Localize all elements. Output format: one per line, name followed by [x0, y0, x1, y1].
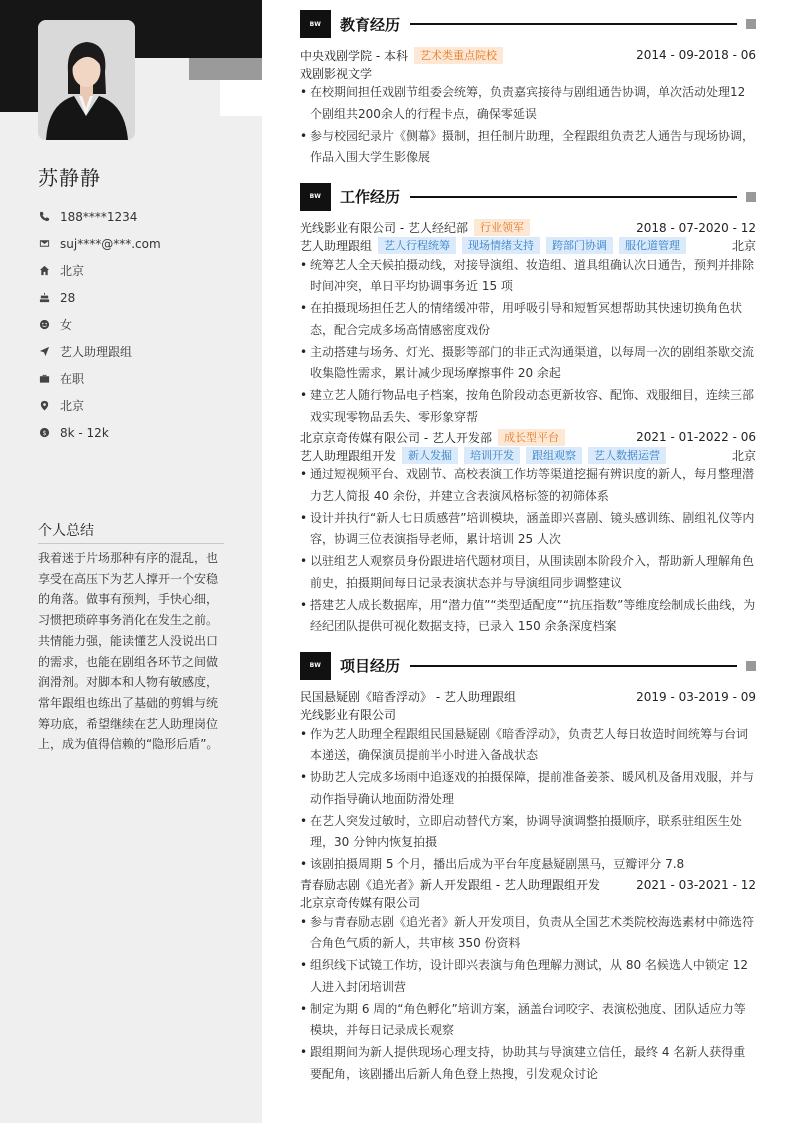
decor-black-block — [0, 58, 40, 112]
list-item: • 跟组期间为新人提供现场心理支持，协助其与导演建立信任，最终 4 名新人获得重要配角，该剧播出后新人角色登上热搜，引发观众讨论 — [300, 1042, 756, 1085]
skill-tag: 艺人数据运营 — [588, 447, 666, 464]
skill-tag: 跨部门协调 — [546, 237, 613, 254]
job-1-company: 光线影业有限公司 - 艺人经纪部 — [300, 221, 468, 235]
job-2-date: 2021 - 01-2022 - 06 — [636, 430, 756, 444]
phone-icon — [38, 211, 50, 223]
education-major-row — [300, 64, 756, 82]
mail-icon — [38, 238, 50, 250]
education-school-row — [300, 46, 756, 64]
section-header-education — [300, 10, 756, 38]
list-item: • 在校期间担任戏剧节组委会统筹，负责嘉宾接待与剧组通告协调，单次活动处理12个剧组共200余人的行程卡点，确保零延误 — [300, 82, 756, 125]
education-date: 2014 - 09-2018 - 06 — [636, 48, 756, 62]
project-1-company: 光线影业有限公司 — [300, 708, 397, 722]
list-item: • 建立艺人随行物品电子档案，按角色阶段动态更新妆容、配饰、戏服细目，连续三部戏实现零物品丢失、零形象穿帮 — [300, 385, 756, 428]
info-phone — [38, 203, 248, 230]
summary-title: 个人总结 — [38, 520, 224, 544]
job-2-role: 艺人助理跟组开发 — [300, 448, 397, 463]
project-1-company-row — [300, 706, 756, 724]
location-icon — [38, 400, 50, 412]
section-title-work: 工作经历 — [340, 188, 401, 206]
job-1-tag: 行业领军 — [474, 219, 530, 236]
project-2-company: 北京京奇传媒有限公司 — [300, 896, 421, 910]
list-item: • 在艺人突发过敏时，立即启动替代方案，协调导演调整拍摄顺序，联系驻组医生处理，30 分钟内恢复拍摄 — [300, 811, 756, 854]
job-2-tag: 成长型平台 — [498, 429, 565, 446]
info-email-text: suj****@***.com — [60, 236, 161, 251]
portrait-illustration — [38, 20, 135, 140]
info-age — [38, 284, 248, 311]
info-age-text: 28 — [60, 290, 76, 305]
info-city — [38, 392, 248, 419]
project-1-name: 民国悬疑剧《暗香浮动》 - 艺人助理跟组 — [300, 690, 516, 704]
list-item: • 通过短视频平台、戏剧节、高校表演工作坊等渠道挖掘有辨识度的新人，每月整理潜力艺人简报 40 余份，并建立含表演风格标签的初筛体系 — [300, 464, 756, 507]
education-tag: 艺术类重点院校 — [414, 47, 503, 64]
svg-text:$: $ — [41, 428, 47, 437]
job-1-role-row — [300, 237, 756, 255]
skill-tag: 新人发掘 — [402, 447, 458, 464]
education-bullets — [300, 82, 756, 169]
info-status — [38, 365, 248, 392]
info-salary-text: 8k - 12k — [60, 425, 109, 440]
list-item: • 组织线下试镜工作坊，设计即兴表演与角色理解力测试，从 80 名候选人中锁定 12 人进入封闭培训营 — [300, 955, 756, 998]
list-item: • 统筹艺人全天候拍摄动线，对接导演组、妆造组、道具组确认次日通告，预判并排除时间冲突，单日平均协调事务近 15 项 — [300, 255, 756, 298]
project-2-company-row — [300, 894, 756, 912]
section-rule — [410, 23, 737, 25]
info-hometown-text: 北京 — [60, 264, 85, 278]
project-2-name-row — [300, 876, 756, 894]
send-icon — [38, 346, 50, 358]
list-item: • 在拍摄现场担任艺人的情绪缓冲带，用呼吸引导和短暂冥想帮助其快速切换角色状态，配合完成多场高情感密度戏份 — [300, 298, 756, 341]
project-2-date: 2021 - 03-2021 - 12 — [636, 877, 756, 892]
section-rule — [410, 665, 737, 667]
job-1-bullets — [300, 255, 756, 429]
section-logo: BW — [300, 10, 331, 38]
list-item: • 主动搭建与场务、灯光、摄影等部门的非正式沟通渠道，以每周一次的剧组茶歇交流收集隐性需求，累计减少现场摩擦事件 20 余起 — [300, 342, 756, 385]
home-icon — [38, 265, 50, 277]
summary-text: 我着迷于片场那种有序的混乱，也享受在高压下为艺人撑开一个安稳的角落。做事有预判，手快心细，习惯把琐碎事务消化在发生之前。共情能力强，能读懂艺人没说出口的需求，也能在剧组各环节之间做润滑剂。对脚本和人物有敏感度，常年跟组也练出了基础的剪辑与统筹功底，希望继续在艺人助理岗位上，成为值得信赖的“隐形后盾”。 — [38, 551, 219, 752]
job-1-role: 艺人助理跟组 — [300, 239, 373, 253]
info-hometown — [38, 257, 248, 284]
info-city-text: 北京 — [60, 399, 85, 413]
list-item: • 设计并执行“新人七日质感营”培训模块，涵盖即兴喜剧、镜头感训练、剧组礼仪等内容，协调三位表演指导老师，累计培训 25 人次 — [300, 508, 756, 551]
section-rule — [410, 196, 737, 198]
section-title-projects: 项目经历 — [340, 657, 401, 675]
job-2-company-row — [300, 428, 756, 446]
list-item: • 搭建艺人成长数据库，用“潜力值”“类型适配度”“抗压指数”等维度绘制成长曲线，为经纪团队提供可视化数据支持，已录入 150 余条深度档案 — [300, 595, 756, 638]
list-item: • 参与校园纪录片《侧幕》摄制，担任制片助理，全程跟组负责艺人通告与现场协调，作品入围大学生影像展 — [300, 126, 756, 169]
decor-white-block — [220, 80, 262, 116]
project-2-name: 青春励志剧《追光者》新人开发跟组 - 艺人助理跟组开发 — [300, 878, 600, 892]
skill-tag: 艺人行程统筹 — [378, 237, 456, 254]
section-square — [746, 19, 756, 29]
info-position — [38, 338, 248, 365]
section-title-education: 教育经历 — [340, 15, 401, 34]
info-salary — [38, 419, 248, 446]
decor-gray-bar — [189, 58, 262, 80]
list-item: • 制定为期 6 周的“角色孵化”培训方案，涵盖台词咬字、表演松弛度、团队适应力等模块，并每日记录成长观察 — [300, 999, 756, 1042]
section-logo: BW — [300, 183, 331, 211]
list-item: • 参与青春励志剧《追光者》新人开发项目，负责从全国艺术类院校海选素材中筛选符合角色气质的新人，共审核 350 份资料 — [300, 912, 756, 955]
projects-section — [300, 652, 756, 1086]
info-gender — [38, 311, 248, 338]
job-2-company: 北京京奇传媒有限公司 - 艺人开发部 — [300, 430, 492, 445]
info-phone-text: 188****1234 — [60, 209, 138, 224]
skill-tag: 现场情绪支持 — [462, 237, 540, 254]
section-square — [746, 192, 756, 202]
skill-tag: 跟组观察 — [526, 447, 582, 464]
education-major: 戏剧影视文学 — [300, 66, 373, 81]
project-1-name-row — [300, 688, 756, 706]
briefcase-icon — [38, 373, 50, 385]
education-section — [300, 10, 756, 169]
salary-icon — [38, 427, 50, 439]
list-item: • 该剧拍摄周期 5 个月，播出后成为平台年度悬疑剧黑马，豆瓣评分 7.8 — [300, 854, 756, 876]
main-content — [300, 10, 756, 1096]
job-2-city: 北京 — [731, 448, 756, 463]
info-status-text: 在职 — [60, 372, 85, 386]
profile-name: 苏静静 — [38, 166, 101, 190]
skill-tag: 服化道管理 — [619, 237, 686, 254]
job-1-company-row — [300, 219, 756, 237]
contact-info-list — [38, 203, 248, 446]
job-1-city: 北京 — [731, 239, 756, 253]
work-section — [300, 183, 756, 638]
project-2-bullets — [300, 912, 756, 1086]
list-item: • 作为艺人助理全程跟组民国悬疑剧《暗香浮动》，负责艺人每日妆造时间统筹与台词本递送，确保演员提前半小时进入备战状态 — [300, 724, 756, 767]
section-header-work — [300, 183, 756, 211]
skill-tag: 培训开发 — [464, 447, 520, 464]
job-2-role-row — [300, 446, 756, 464]
sidebar — [0, 0, 262, 1123]
project-1-date: 2019 - 03-2019 - 09 — [636, 689, 756, 704]
education-school: 中央戏剧学院 - 本科 — [300, 48, 408, 63]
info-gender-text: 女 — [60, 318, 73, 332]
list-item: • 以驻组艺人观察员身份跟进培代题材项目，从围读剧本阶段介入，帮助新人理解角色前史，拍摄期间每日记录表演状态并与导演组同步调整建议 — [300, 551, 756, 594]
job-1-date: 2018 - 07-2020 - 12 — [636, 220, 756, 235]
section-logo: BW — [300, 652, 331, 680]
info-position-text: 艺人助理跟组 — [60, 345, 133, 359]
project-1-bullets — [300, 724, 756, 876]
list-item: • 协助艺人完成多场雨中追逐戏的拍摄保障，提前准备姜茶、暖风机及备用戏服，并与动作指导确认地面防滑处理 — [300, 767, 756, 810]
section-header-projects — [300, 652, 756, 680]
cake-icon — [38, 292, 50, 304]
profile-photo — [38, 20, 135, 140]
job-2-bullets — [300, 464, 756, 638]
gender-icon — [38, 319, 50, 331]
info-email — [38, 230, 248, 257]
section-square — [746, 661, 756, 671]
